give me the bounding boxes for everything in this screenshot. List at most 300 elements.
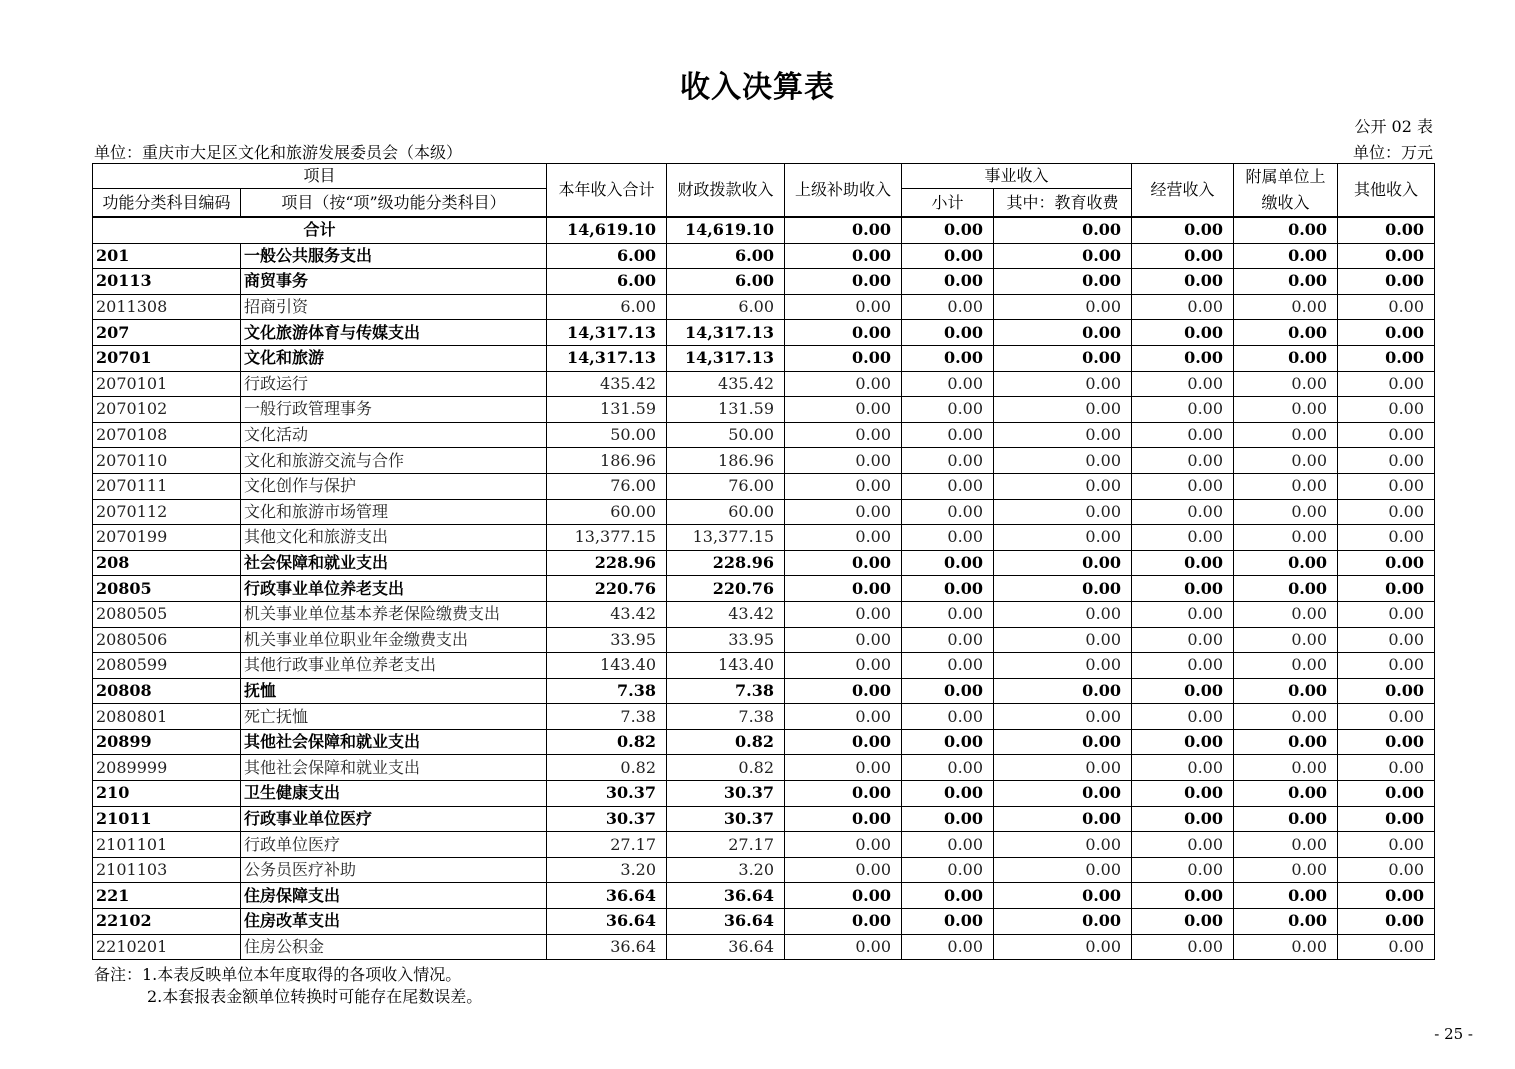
amount-cell: 220.76 [667,576,785,602]
amount-cell: 0.00 [1338,243,1435,269]
function-code-cell: 21011 [93,806,241,832]
amount-cell: 7.38 [667,678,785,704]
amount-cell: 14,317.13 [667,320,785,346]
amount-cell: 0.00 [1234,704,1338,730]
amount-cell: 0.00 [1132,243,1234,269]
amount-cell: 0.00 [902,345,994,371]
amount-cell: 0.00 [1234,883,1338,909]
table-row [93,832,1435,858]
amount-cell: 0.00 [1132,576,1234,602]
amount-cell: 0.00 [994,729,1132,755]
amount-cell: 435.42 [667,371,785,397]
amount-cell: 0.00 [1338,371,1435,397]
table-row [93,294,1435,320]
amount-cell: 0.00 [785,781,902,807]
function-code-cell: 20805 [93,576,241,602]
amount-cell: 0.00 [1338,806,1435,832]
header-other-income: 其他收入 [1338,164,1435,218]
amount-cell: 14,317.13 [667,345,785,371]
amount-cell: 0.00 [1132,755,1234,781]
amount-cell: 143.40 [547,653,667,679]
amount-cell: 0.00 [1234,473,1338,499]
header-item: 项目 [93,164,547,189]
amount-cell: 186.96 [547,448,667,474]
amount-cell: 0.00 [1234,653,1338,679]
amount-cell: 0.00 [1132,601,1234,627]
amount-cell: 0.00 [1234,857,1338,883]
function-name-cell: 一般公共服务支出 [241,243,547,269]
amount-cell: 0.00 [1234,601,1338,627]
amount-cell: 0.00 [1234,371,1338,397]
amount-cell: 0.00 [902,269,994,295]
amount-cell: 0.00 [1132,473,1234,499]
header-affiliated-income: 附属单位上缴收入 [1234,164,1338,218]
amount-cell: 0.00 [1234,448,1338,474]
amount-cell: 0.00 [902,678,994,704]
amount-cell: 0.00 [785,499,902,525]
amount-cell: 0.00 [994,704,1132,730]
amount-cell: 0.00 [785,857,902,883]
amount-cell: 186.96 [667,448,785,474]
amount-cell: 0.00 [994,755,1132,781]
function-code-cell: 221 [93,883,241,909]
function-code-cell: 2011308 [93,294,241,320]
amount-cell: 13,377.15 [667,525,785,551]
amount-cell: 0.00 [1234,345,1338,371]
header-function-name: 项目（按“项”级功能分类科目） [241,189,547,218]
amount-cell: 0.00 [1234,269,1338,295]
total-cell: 0.00 [1132,217,1234,243]
function-name-cell: 行政单位医疗 [241,832,547,858]
amount-cell: 0.00 [902,755,994,781]
amount-cell: 0.00 [1338,601,1435,627]
amount-cell: 0.00 [785,269,902,295]
function-code-cell: 20899 [93,729,241,755]
amount-cell: 0.00 [1338,269,1435,295]
amount-cell: 0.00 [785,883,902,909]
total-cell: 14,619.10 [547,217,667,243]
header-fiscal-appropriation: 财政拨款收入 [667,164,785,218]
table-row [93,653,1435,679]
amount-cell: 0.00 [902,832,994,858]
amount-cell: 0.00 [1234,909,1338,935]
amount-cell: 0.00 [1234,755,1338,781]
amount-cell: 228.96 [547,550,667,576]
function-name-cell: 文化活动 [241,422,547,448]
amount-cell: 0.00 [785,371,902,397]
amount-cell: 0.00 [1132,294,1234,320]
amount-cell: 0.00 [1338,397,1435,423]
amount-cell: 0.00 [1132,422,1234,448]
amount-cell: 0.00 [994,934,1132,960]
function-name-cell: 卫生健康支出 [241,781,547,807]
table-row [93,704,1435,730]
amount-cell: 0.00 [1338,294,1435,320]
amount-cell: 60.00 [667,499,785,525]
function-name-cell: 机关事业单位基本养老保险缴费支出 [241,601,547,627]
amount-cell: 0.00 [1234,576,1338,602]
amount-cell: 0.00 [785,243,902,269]
function-name-cell: 抚恤 [241,678,547,704]
amount-cell: 0.82 [667,755,785,781]
amount-cell: 0.00 [785,704,902,730]
function-code-cell: 2070101 [93,371,241,397]
amount-cell: 0.00 [785,320,902,346]
header-operating-income: 经营收入 [1132,164,1234,218]
amount-cell: 0.00 [902,781,994,807]
amount-cell: 0.00 [1234,678,1338,704]
amount-cell: 7.38 [547,704,667,730]
amount-cell: 0.00 [902,653,994,679]
amount-cell: 6.00 [547,243,667,269]
amount-cell: 0.00 [1132,320,1234,346]
amount-cell: 0.00 [1234,550,1338,576]
amount-cell: 0.00 [1338,550,1435,576]
total-cell: 0.00 [902,217,994,243]
amount-cell: 13,377.15 [547,525,667,551]
amount-cell: 0.00 [1132,857,1234,883]
amount-cell: 0.00 [902,320,994,346]
amount-cell: 0.00 [1338,781,1435,807]
amount-cell: 0.00 [1338,345,1435,371]
table-row [93,883,1435,909]
amount-cell: 0.00 [1132,653,1234,679]
amount-cell: 131.59 [547,397,667,423]
amount-cell: 0.00 [902,704,994,730]
amount-cell: 0.00 [994,397,1132,423]
amount-cell: 0.00 [785,345,902,371]
amount-cell: 0.00 [1338,422,1435,448]
amount-cell: 0.00 [785,550,902,576]
table-body [93,217,1435,960]
header-total-income: 本年收入合计 [547,164,667,218]
header-superior-subsidy: 上级补助收入 [785,164,902,218]
table-row [93,755,1435,781]
amount-cell: 36.64 [667,909,785,935]
amount-cell: 0.00 [994,499,1132,525]
amount-cell: 0.00 [1132,883,1234,909]
total-label: 合计 [93,217,547,243]
amount-cell: 0.00 [785,729,902,755]
table-row [93,806,1435,832]
amount-cell: 0.82 [547,729,667,755]
function-code-cell: 2070111 [93,473,241,499]
function-code-cell: 2070112 [93,499,241,525]
amount-cell: 0.00 [994,243,1132,269]
function-code-cell: 20701 [93,345,241,371]
amount-cell: 0.00 [1338,627,1435,653]
amount-cell: 0.00 [902,448,994,474]
function-code-cell: 2101101 [93,832,241,858]
amount-cell: 0.00 [994,448,1132,474]
amount-cell: 131.59 [667,397,785,423]
function-name-cell: 公务员医疗补助 [241,857,547,883]
table-row [93,345,1435,371]
total-cell: 0.00 [785,217,902,243]
amount-cell: 0.00 [785,909,902,935]
amount-cell: 0.00 [902,857,994,883]
amount-cell: 14,317.13 [547,345,667,371]
amount-cell: 0.00 [1234,525,1338,551]
amount-cell: 0.00 [994,550,1132,576]
amount-cell: 0.00 [994,781,1132,807]
amount-cell: 0.00 [994,653,1132,679]
function-name-cell: 行政事业单位医疗 [241,806,547,832]
amount-cell: 14,317.13 [547,320,667,346]
function-name-cell: 文化创作与保护 [241,473,547,499]
amount-cell: 0.00 [994,371,1132,397]
function-code-cell: 2070108 [93,422,241,448]
function-name-cell: 商贸事务 [241,269,547,295]
amount-cell: 0.00 [1338,755,1435,781]
total-cell: 14,619.10 [667,217,785,243]
amount-cell: 228.96 [667,550,785,576]
function-code-cell: 2070110 [93,448,241,474]
amount-cell: 36.64 [547,909,667,935]
amount-cell: 0.00 [902,806,994,832]
page-title: 收入决算表 [680,70,835,105]
amount-cell: 0.00 [1234,729,1338,755]
table-row [93,576,1435,602]
amount-cell: 36.64 [547,883,667,909]
amount-cell: 60.00 [547,499,667,525]
amount-cell: 0.00 [902,294,994,320]
amount-cell: 0.00 [1132,909,1234,935]
function-name-cell: 行政事业单位养老支出 [241,576,547,602]
amount-cell: 0.00 [994,627,1132,653]
function-name-cell: 死亡抚恤 [241,704,547,730]
function-code-cell: 2070199 [93,525,241,551]
amount-cell: 0.00 [1338,499,1435,525]
table-row [93,397,1435,423]
amount-cell: 0.00 [1234,934,1338,960]
amount-cell: 0.00 [785,832,902,858]
amount-cell: 0.00 [785,678,902,704]
function-code-cell: 201 [93,243,241,269]
amount-cell: 0.00 [902,883,994,909]
amount-cell: 36.64 [667,934,785,960]
amount-cell: 0.00 [1132,550,1234,576]
table-row [93,473,1435,499]
function-name-cell: 其他社会保障和就业支出 [241,755,547,781]
currency-unit: 单位：万元 [1352,143,1433,162]
amount-cell: 0.00 [1132,525,1234,551]
amount-cell: 0.00 [994,525,1132,551]
amount-cell: 0.00 [1234,397,1338,423]
amount-cell: 0.00 [1132,627,1234,653]
amount-cell: 0.00 [994,576,1132,602]
amount-cell: 0.00 [902,499,994,525]
function-name-cell: 行政运行 [241,371,547,397]
amount-cell: 0.00 [1338,473,1435,499]
amount-cell: 43.42 [547,601,667,627]
amount-cell: 0.00 [1234,422,1338,448]
amount-cell: 0.00 [1234,294,1338,320]
header-education-fees: 其中：教育收费 [994,189,1132,218]
amount-cell: 76.00 [547,473,667,499]
function-code-cell: 2080801 [93,704,241,730]
function-name-cell: 一般行政管理事务 [241,397,547,423]
amount-cell: 0.00 [902,422,994,448]
amount-cell: 0.00 [1132,781,1234,807]
amount-cell: 27.17 [547,832,667,858]
table-row [93,601,1435,627]
amount-cell: 50.00 [667,422,785,448]
reporting-unit: 单位：重庆市大足区文化和旅游发展委员会（本级） [94,143,463,162]
amount-cell: 0.00 [1234,806,1338,832]
amount-cell: 0.00 [1234,320,1338,346]
amount-cell: 0.00 [1338,576,1435,602]
amount-cell: 0.00 [1234,499,1338,525]
amount-cell: 36.64 [667,883,785,909]
amount-cell: 36.64 [547,934,667,960]
amount-cell: 0.00 [994,473,1132,499]
amount-cell: 0.00 [785,448,902,474]
amount-cell: 0.00 [1132,806,1234,832]
total-row [93,217,1435,243]
amount-cell: 0.00 [785,934,902,960]
table-row [93,781,1435,807]
function-name-cell: 文化和旅游市场管理 [241,499,547,525]
total-cell: 0.00 [1338,217,1435,243]
amount-cell: 0.00 [1132,397,1234,423]
function-name-cell: 住房公积金 [241,934,547,960]
function-code-cell: 207 [93,320,241,346]
function-code-cell: 2089999 [93,755,241,781]
amount-cell: 0.00 [902,576,994,602]
function-name-cell: 招商引资 [241,294,547,320]
total-cell: 0.00 [994,217,1132,243]
amount-cell: 30.37 [667,781,785,807]
function-code-cell: 2080599 [93,653,241,679]
table-row [93,525,1435,551]
footnotes [94,964,482,1008]
header-function-code: 功能分类科目编码 [93,189,241,218]
amount-cell: 0.00 [1234,627,1338,653]
amount-cell: 0.00 [994,320,1132,346]
amount-cell: 0.00 [994,678,1132,704]
function-code-cell: 20113 [93,269,241,295]
amount-cell: 0.00 [1338,704,1435,730]
amount-cell: 220.76 [547,576,667,602]
amount-cell: 0.00 [785,294,902,320]
amount-cell: 0.00 [902,397,994,423]
amount-cell: 27.17 [667,832,785,858]
table-row [93,729,1435,755]
amount-cell: 0.82 [547,755,667,781]
table-row [93,320,1435,346]
amount-cell: 3.20 [667,857,785,883]
amount-cell: 0.00 [1132,345,1234,371]
table-row [93,499,1435,525]
amount-cell: 0.00 [1338,909,1435,935]
footnote-2: 2.本套报表金额单位转换时可能存在尾数误差。 [147,987,483,1006]
table-row [93,269,1435,295]
function-code-cell: 2070102 [93,397,241,423]
amount-cell: 0.82 [667,729,785,755]
footnote-1: 备注：1.本表反映单位本年度取得的各项收入情况。 [94,965,462,984]
amount-cell: 30.37 [667,806,785,832]
amount-cell: 50.00 [547,422,667,448]
amount-cell: 0.00 [994,832,1132,858]
amount-cell: 0.00 [994,422,1132,448]
amount-cell: 6.00 [547,294,667,320]
function-name-cell: 其他行政事业单位养老支出 [241,653,547,679]
table-row [93,934,1435,960]
amount-cell: 33.95 [547,627,667,653]
table-row [93,627,1435,653]
amount-cell: 0.00 [1338,525,1435,551]
amount-cell: 0.00 [1234,243,1338,269]
table-row [93,422,1435,448]
table-row [93,678,1435,704]
amount-cell: 143.40 [667,653,785,679]
amount-cell: 0.00 [902,550,994,576]
function-name-cell: 文化和旅游交流与合作 [241,448,547,474]
amount-cell: 0.00 [785,653,902,679]
function-name-cell: 机关事业单位职业年金缴费支出 [241,627,547,653]
table-row [93,243,1435,269]
function-code-cell: 20808 [93,678,241,704]
function-code-cell: 210 [93,781,241,807]
amount-cell: 43.42 [667,601,785,627]
amount-cell: 0.00 [1338,934,1435,960]
amount-cell: 6.00 [667,243,785,269]
total-cell: 0.00 [1234,217,1338,243]
amount-cell: 0.00 [902,601,994,627]
amount-cell: 0.00 [1132,678,1234,704]
amount-cell: 0.00 [785,755,902,781]
table-row [93,909,1435,935]
amount-cell: 0.00 [1132,269,1234,295]
amount-cell: 0.00 [994,857,1132,883]
function-name-cell: 住房保障支出 [241,883,547,909]
amount-cell: 0.00 [902,729,994,755]
amount-cell: 0.00 [1338,883,1435,909]
amount-cell: 0.00 [1132,448,1234,474]
amount-cell: 0.00 [1338,832,1435,858]
function-code-cell: 2210201 [93,934,241,960]
amount-cell: 6.00 [667,269,785,295]
amount-cell: 0.00 [1338,448,1435,474]
amount-cell: 0.00 [1132,832,1234,858]
amount-cell: 0.00 [1234,832,1338,858]
amount-cell: 0.00 [902,627,994,653]
amount-cell: 0.00 [785,576,902,602]
amount-cell: 0.00 [785,397,902,423]
amount-cell: 76.00 [667,473,785,499]
amount-cell: 0.00 [994,294,1132,320]
amount-cell: 0.00 [785,525,902,551]
amount-cell: 0.00 [1132,729,1234,755]
function-name-cell: 文化旅游体育与传媒支出 [241,320,547,346]
income-final-accounts-table [92,163,1435,960]
function-code-cell: 2080506 [93,627,241,653]
table-row [93,550,1435,576]
function-code-cell: 208 [93,550,241,576]
amount-cell: 3.20 [547,857,667,883]
amount-cell: 435.42 [547,371,667,397]
amount-cell: 0.00 [1132,371,1234,397]
amount-cell: 0.00 [1234,781,1338,807]
table-row [93,371,1435,397]
amount-cell: 30.37 [547,781,667,807]
header-business-income: 事业收入 [902,164,1132,189]
amount-cell: 0.00 [902,473,994,499]
amount-cell: 0.00 [785,473,902,499]
amount-cell: 0.00 [902,243,994,269]
form-number: 公开 02 表 [1354,117,1433,136]
